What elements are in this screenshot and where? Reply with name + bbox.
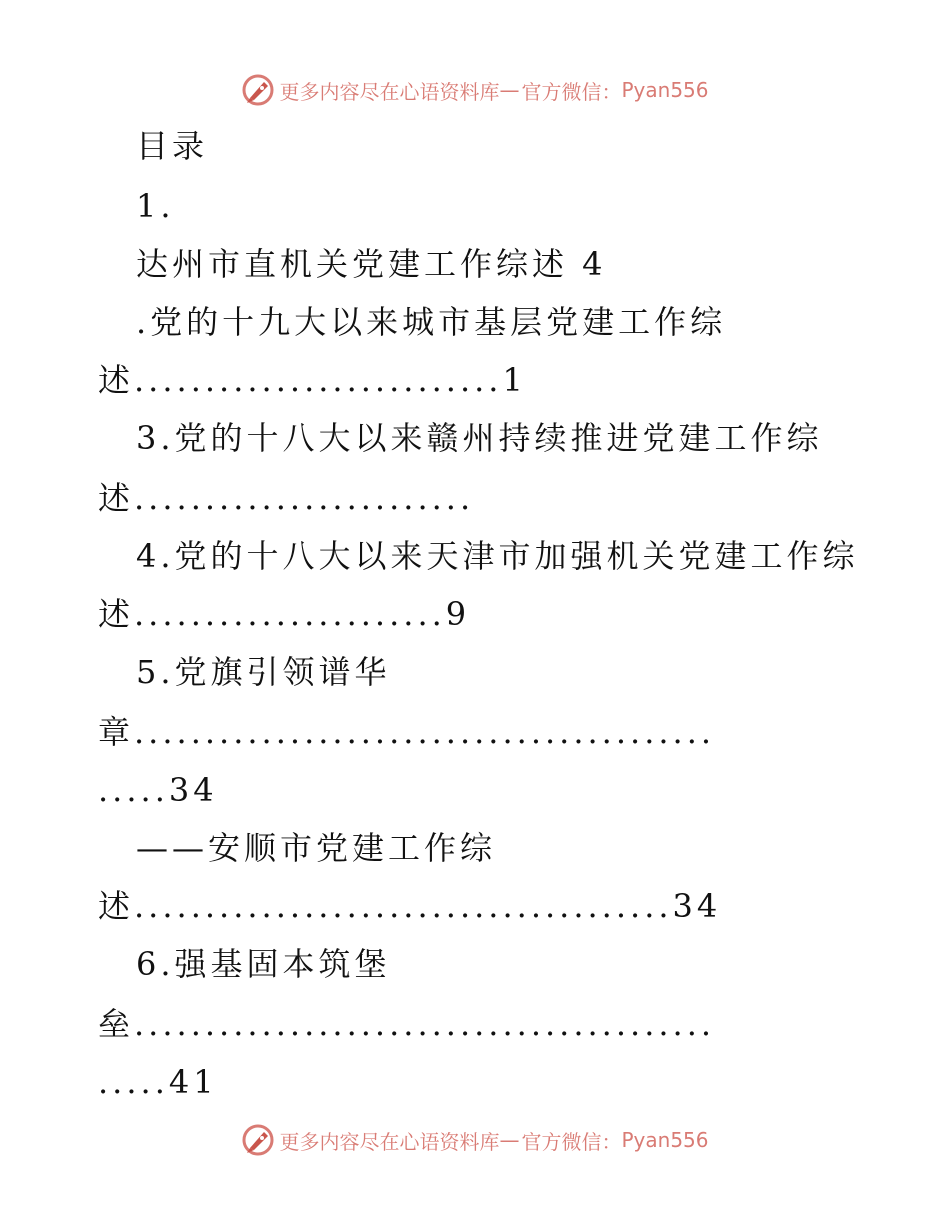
toc-line: .党的十九大以来城市基层党建工作综 xyxy=(136,303,727,341)
toc-line: 垒......................................... xyxy=(98,1005,716,1043)
toc-line: 述......................................34 xyxy=(98,887,722,925)
toc-line: 1. xyxy=(136,187,175,225)
toc-line: 达州市直机关党建工作综述 4 xyxy=(136,245,607,283)
toc-line: 6.强基固本筑堡 xyxy=(136,945,391,983)
pen-nib-icon xyxy=(241,1123,275,1157)
banner-official-label: 官方微信： xyxy=(521,79,622,104)
toc-line: .....41 xyxy=(98,1063,218,1101)
pen-nib-icon xyxy=(241,73,275,107)
header-banner xyxy=(0,70,950,110)
toc-line: 3.党的十八大以来赣州持续推进党建工作综 xyxy=(136,419,823,457)
toc-line: 5.党旗引领谱华 xyxy=(136,653,391,691)
toc-title: 目录 xyxy=(136,127,209,165)
toc-line: 章......................................... xyxy=(98,713,716,751)
banner-brand-text: 更多内容尽在心语资料库 xyxy=(279,79,500,104)
toc-line: 4.党的十八大以来天津市加强机关党建工作综 xyxy=(136,537,859,575)
banner-wechat-id: Pyan556 xyxy=(621,1128,709,1152)
banner-separator: — xyxy=(499,78,520,102)
banner-separator: — xyxy=(499,1128,520,1152)
footer-banner xyxy=(0,1120,950,1160)
toc-line: ——安顺市党建工作综 xyxy=(136,829,497,867)
banner-brand-text: 更多内容尽在心语资料库 xyxy=(279,1129,500,1154)
banner-wechat-id: Pyan556 xyxy=(621,78,709,102)
toc-line: 述..........................1 xyxy=(98,361,527,399)
toc-line: .....34 xyxy=(98,771,218,809)
toc-line: 述......................9 xyxy=(98,595,471,633)
banner-official-label: 官方微信： xyxy=(521,1129,622,1154)
toc-line: 述........................ xyxy=(98,479,475,517)
